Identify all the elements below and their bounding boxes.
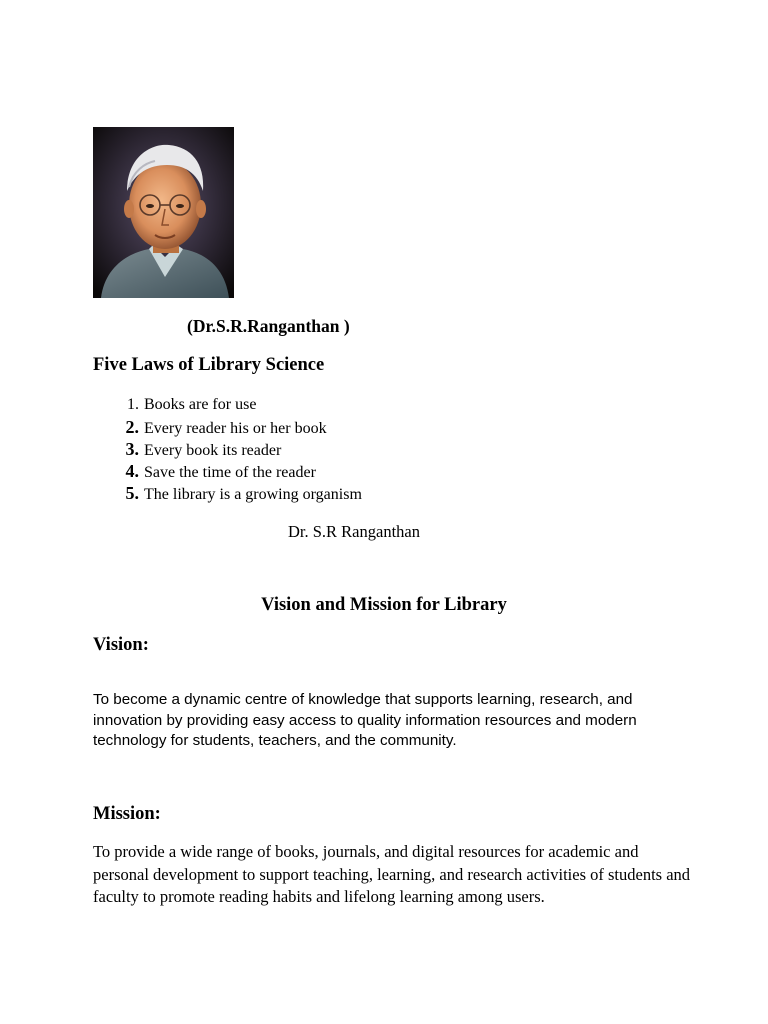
list-text: Books are for use <box>144 396 257 413</box>
portrait-caption: (Dr.S.R.Ranganthan ) <box>187 316 350 336</box>
list-text: Save the time of the reader <box>144 464 316 481</box>
list-item <box>110 482 362 504</box>
section-title: Vision and Mission for Library <box>261 595 507 615</box>
laws-list <box>110 394 362 504</box>
author-attribution: Dr. S.R Ranganthan <box>288 522 420 541</box>
list-text: The library is a growing organism <box>144 486 362 503</box>
list-text: Every reader his or her book <box>144 420 327 437</box>
vision-paragraph: To become a dynamic centre of knowledge that supports learning, research, and innovation by providing easy access to quality information resources and modern technology for students, teachers, and the community. <box>93 691 637 749</box>
laws-heading: Five Laws of Library Science <box>93 355 325 375</box>
portrait-image <box>93 127 234 298</box>
list-number: 1. <box>127 396 139 413</box>
list-item <box>110 394 362 416</box>
mission-heading: Mission: <box>93 804 161 824</box>
list-item <box>110 416 362 438</box>
list-number: 3. <box>125 439 139 459</box>
list-text: Every book its reader <box>144 442 282 459</box>
vision-heading: Vision: <box>93 635 149 655</box>
list-number: 2. <box>125 417 139 437</box>
list-item <box>110 460 362 482</box>
list-number: 5. <box>125 483 139 503</box>
mission-paragraph: To provide a wide range of books, journals, and digital resources for academic and personal development to support teaching, learning, and research activities of students and faculty to promote reading habits and lifelong learning among users. <box>93 842 691 906</box>
list-number: 4. <box>125 461 139 481</box>
list-item <box>110 438 362 460</box>
